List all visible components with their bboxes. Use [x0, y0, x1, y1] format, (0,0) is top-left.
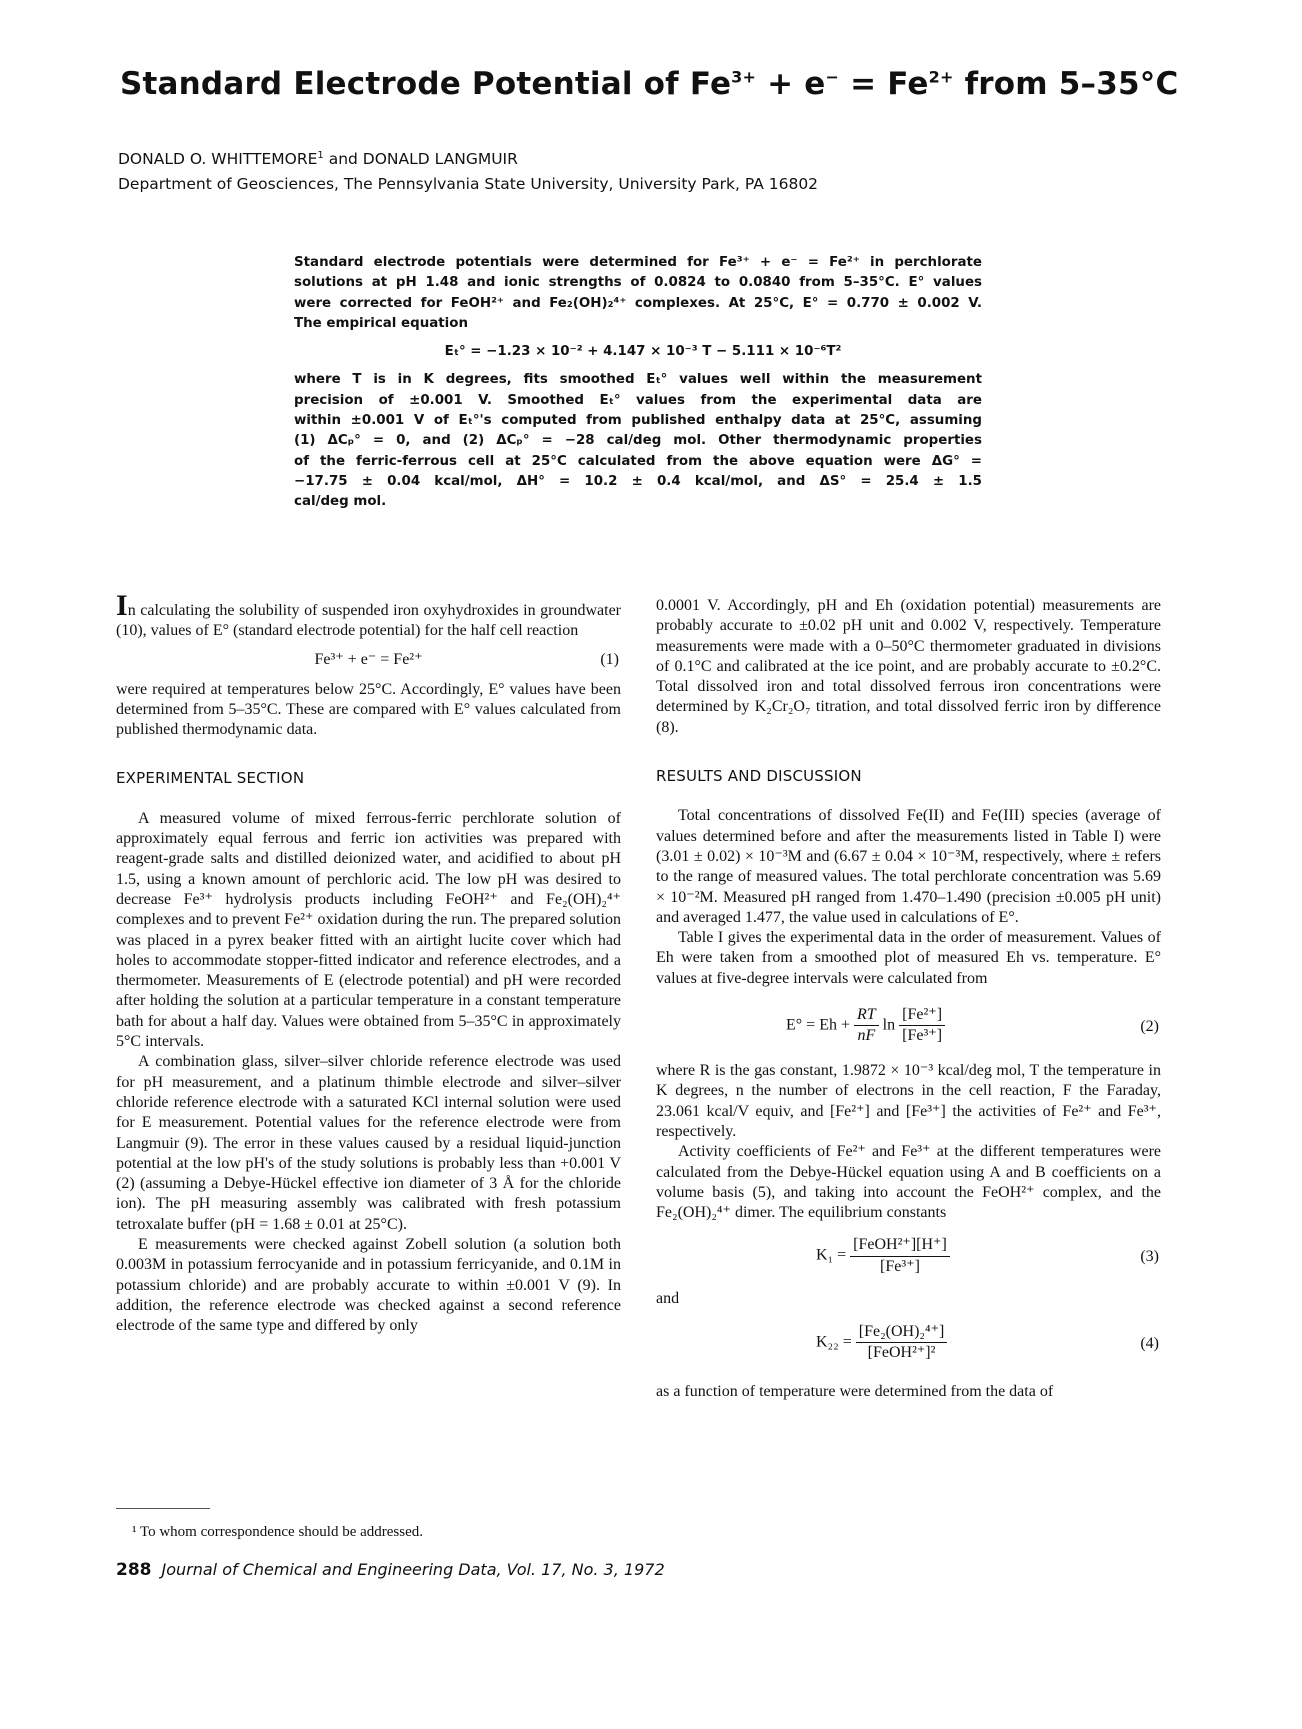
abstract-line: −17.75 ± 0.04 kcal/mol, ΔH° = 10.2 ± 0.4 kcal/mol, and ΔS° = 25.4 ± 1.5: [294, 473, 982, 489]
left-column: [116, 589, 621, 1337]
paragraph: as a function of temperature were determined from the data of: [656, 1382, 1054, 1400]
abstract: [294, 253, 982, 513]
abstract-line: were corrected for FeOH²⁺ and Fe₂(OH)₂⁴⁺ complexes. At 25°C, E° = 0.770 ± 0.002 V.: [294, 295, 982, 311]
paragraph: Table I gives the experimental data in the order of measurement. Values of Eh were taken from a smoothed plot of measured Eh vs. temperature. E° values at five-degree intervals were calculated from: [656, 929, 1161, 987]
paragraph: A measured volume of mixed ferrous-ferric perchlorate solution of approximately equal ferrous and ferric ion activities was prepared with reagent-grade salts and distilled deionized water, and acidified to about pH 1.5, using a known amount of perchloric acid. The low pH was desired to decrease Fe³⁺ hydrolysis products including FeOH²⁺ and Fe₂(OH)₂⁴⁺ complexes and to prevent Fe²⁺ oxidation during the run. The prepared solution was placed in a pyrex beaker fitted with an airtight lucite cover which had holes to accommodate stopper-fitted indicator and reference electrodes, and a thermometer. Measurements of E (electrode potential) and pH were recorded after holding the solution at a particular temperature in a constant temperature bath for about a half day. Values were obtained from 5–35°C in approximately 5°C intervals.: [116, 809, 621, 1051]
page-footer: [116, 1560, 665, 1580]
equation-2: E° = Eh + $\frac{RT}{nF}$ ln $\frac{\text{[Fe²⁺]}}{\text{[Fe³⁺]}}$ (2): [786, 1006, 1159, 1045]
paragraph: where R is the gas constant, 1.9872 × 10⁻³ kcal/deg mol, T the temperature in K degrees, n the number of electrons in the cell reaction, F the Faraday, 23.061 kcal/V equiv, and [Fe²⁺] and [Fe³⁺] the activities of Fe²⁺ and Fe³⁺, respectively.: [656, 1062, 1161, 1140]
paragraph: 0.0001 V. Accordingly, pH and Eh (oxidation potential) measurements are probably accurate to ±0.02 pH unit and 0.002 V, respectively. Temperature measurements were made with a 0–50°C thermometer graduated in divisions of 0.1°C and calibrated at the ice point, and are probably accurate to ±0.2°C. Total dissolved iron and total dissolved ferrous iron concentrations were determined by K₂Cr₂O₇ titration, and total dissolved ferric iron by difference (8).: [656, 597, 1161, 736]
abstract-line: of the ferric-ferrous cell at 25°C calculated from the above equation were ΔG° =: [294, 453, 982, 469]
footnote-marker: 1: [317, 150, 324, 161]
intro-paragraph: In calculating the solubility of suspended iron oxyhydroxides in groundwater (10), values of E° (standard electrode potential) for the half cell reaction: [116, 589, 621, 640]
equation-number: (4): [1140, 1334, 1159, 1352]
footnote-rule: [116, 1508, 210, 1509]
abstract-line: The empirical equation: [294, 315, 468, 331]
equation-number: (1): [600, 650, 619, 668]
paragraph: A combination glass, silver–silver chloride reference electrode was used for pH measurement, and a platinum thimble electrode and silver–silver chloride reference electrode with a saturated KCl internal solution were used for E measurement. Potential values for the reference electrode were from Langmuir (9). The error in these values caused by a residual liquid-junction potential at the low pH's of the study solutions is probably less than +0.001 V (2) (assuming a Debye-Hückel effective ion diameter of 3 Å for the chloride ion). The pH measuring assembly was calibrated with fresh potassium tetroxalate buffer (pH = 1.68 ± 0.01 at 25°C).: [116, 1053, 621, 1233]
equation-number: (2): [1140, 1018, 1159, 1036]
section-heading: RESULTS AND DISCUSSION: [656, 767, 862, 786]
paragraph: and: [656, 1290, 680, 1308]
author-name: DONALD LANGMUIR: [362, 150, 518, 169]
abstract-line: Standard electrode potentials were determined for Fe³⁺ + e⁻ = Fe²⁺ in perchlorate: [294, 255, 982, 270]
author-line: DONALD O. WHITTEMORE$^1$ and DONALD LANGMUIR: [118, 150, 518, 169]
author-name: DONALD O. WHITTEMORE: [118, 150, 318, 169]
abstract-line: within ±0.001 V of Eₜ°'s computed from published enthalpy data at 25°C, assuming: [294, 413, 982, 429]
equation-1: Fe³⁺ + e⁻ = Fe²⁺ (1): [116, 648, 621, 674]
paragraph: Activity coefficients of Fe²⁺ and Fe³⁺ at the different temperatures were calculated from the Debye-Hückel equation using A and B coefficients on a volume basis (5), and taking into account the FeOH²⁺ complex, and the Fe₂(OH)₂⁴⁺ dimer. The equilibrium constants: [656, 1143, 1161, 1222]
footnote: ¹ To whom correspondence should be addressed.: [132, 1524, 424, 1540]
abstract-line: (1) ΔCₚ° = 0, and (2) ΔCₚ° = −28 cal/deg mol. Other thermodynamic properties: [294, 433, 982, 449]
drop-cap: I: [116, 589, 128, 622]
paragraph: Total concentrations of dissolved Fe(II) and Fe(III) species (average of values determined before and after the measurements listed in Table I) were (3.01 ± 0.02) × 10⁻³M and (6.67 ± 0.04 × 10⁻³M, respectively, where ± refers to the range of measured values. The total perchlorate concentration was 5.69 × 10⁻²M. Measured pH ranged from 1.470–1.490 (precision ±0.005 pH unit) and averaged 1.477, the value used in calculations of E°.: [656, 807, 1161, 926]
paragraph: were required at temperatures below 25°C. Accordingly, E° values have been determined from 5–35°C. These are compared with E° values calculated from published thermodynamic data.: [116, 680, 621, 739]
affiliation: Department of Geosciences, The Pennsylvania State University, University Park, PA 16802: [118, 175, 819, 193]
right-column: [656, 596, 1161, 1402]
paragraph: E measurements were checked against Zobell solution (a solution both 0.003M in potassium ferrocyanide and in potassium ferricyanide, and 0.1M in potassium chloride) and are probably accurate to within ±0.001 V (9). In addition, the reference electrode was checked against a second reference electrode of the same type and differed by only: [116, 1236, 621, 1335]
paper-title: Standard Electrode Potential of $Fe^{3+} + e^- = Fe^{2+}$ from 5–35°C: [120, 66, 1179, 102]
abstract-line: precision of ±0.001 V. Smoothed Eₜ° values from the experimental data are: [294, 392, 982, 408]
page-number: 288: [116, 1560, 152, 1580]
abstract-line: where T is in K degrees, fits smoothed Eₜ° values well within the measurement: [294, 372, 982, 388]
abstract-line: solutions at pH 1.48 and ionic strengths of 0.0824 to 0.0840 from 5–35°C. E° values: [294, 275, 982, 291]
section-heading: EXPERIMENTAL SECTION: [116, 769, 305, 788]
equation-number: (3): [1140, 1248, 1159, 1266]
abstract-equation: Eₜ° = −1.23 × 10⁻² + 4.147 × 10⁻³ T − 5.111 × 10⁻⁶T²: [444, 344, 842, 360]
journal-citation: Journal of Chemical and Engineering Data, Vol. 17, No. 3, 1972: [161, 1560, 665, 1579]
equation-3: K₁ = $\frac{\text{[FeOH²⁺][H⁺]}}{\text{[Fe³⁺]}}$ (3): [816, 1236, 1159, 1275]
abstract-line: cal/deg mol.: [294, 494, 387, 510]
equation-4: K₂₂ = $\frac{\text{[Fe₂(OH)₂⁴⁺]}}{\text{[FeOH²⁺]²}}$ (4): [816, 1322, 1159, 1362]
